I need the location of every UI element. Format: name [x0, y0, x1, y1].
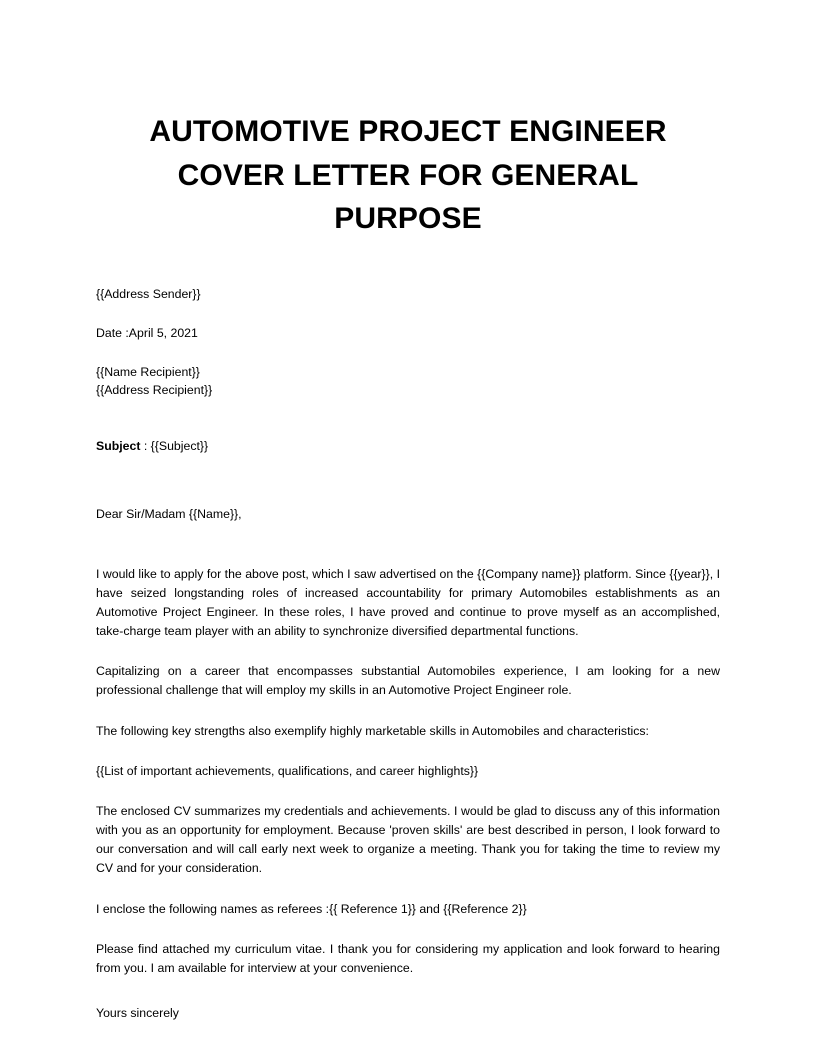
sender-address: {{Address Sender}} — [96, 286, 201, 301]
body-paragraph: I would like to apply for the above post, which I saw advertised on the {{Company name}} platform. Since {{year}}, I have seized longstanding roles of increased accountability for primary Automobiles establishments as an Automotive Project Engineer. In these roles, I have proved and continue to prove myself as an accomplished, take-charge team player with an ability to synchronize diversified departmental functions. — [96, 566, 720, 639]
subject-value: : {{Subject}} — [140, 439, 209, 454]
body-paragraph: Please find attached my curriculum vitae. I thank you for considering my application and look forward to hearing from you. I am available for interview at your convenience. — [96, 941, 720, 975]
recipient-block — [96, 363, 720, 400]
date-line: Date :April 5, 2021 — [96, 325, 198, 340]
body-paragraph: Capitalizing on a career that encompasses substantial Automobiles experience, I am looking for a new professional challenge that will employ my skills in an Automotive Project Engineer role. — [96, 664, 720, 698]
subject-line — [96, 437, 720, 456]
body-paragraph: The enclosed CV summarizes my credentials and achievements. I would be glad to discuss any of this information with you as an opportunity for employment. Because 'proven skills' are best described in person, I look forward to our conversation and will call early next week to organize a meeting. Thank you for taking the time to review my CV and for your consideration. — [96, 803, 720, 876]
salutation: Dear Sir/Madam {{Name}}, — [96, 506, 242, 521]
body-paragraph: I enclose the following names as referees :{{ Reference 1}} and {{Reference 2}} — [96, 901, 527, 916]
page-title: AUTOMOTIVE PROJECT ENGINEER COVER LETTER FOR GENERAL PURPOSE — [149, 115, 667, 235]
recipient-name: {{Name Recipient}} — [96, 364, 200, 379]
closing-line: Yours sincerely — [96, 1006, 179, 1021]
subject-label: Subject — [96, 439, 141, 454]
body-paragraph: The following key strengths also exemplify highly marketable skills in Automobiles and characteristics: — [96, 723, 649, 738]
body-paragraph: {{List of important achievements, qualifications, and career highlights}} — [96, 763, 479, 778]
recipient-address: {{Address Recipient}} — [96, 383, 213, 398]
